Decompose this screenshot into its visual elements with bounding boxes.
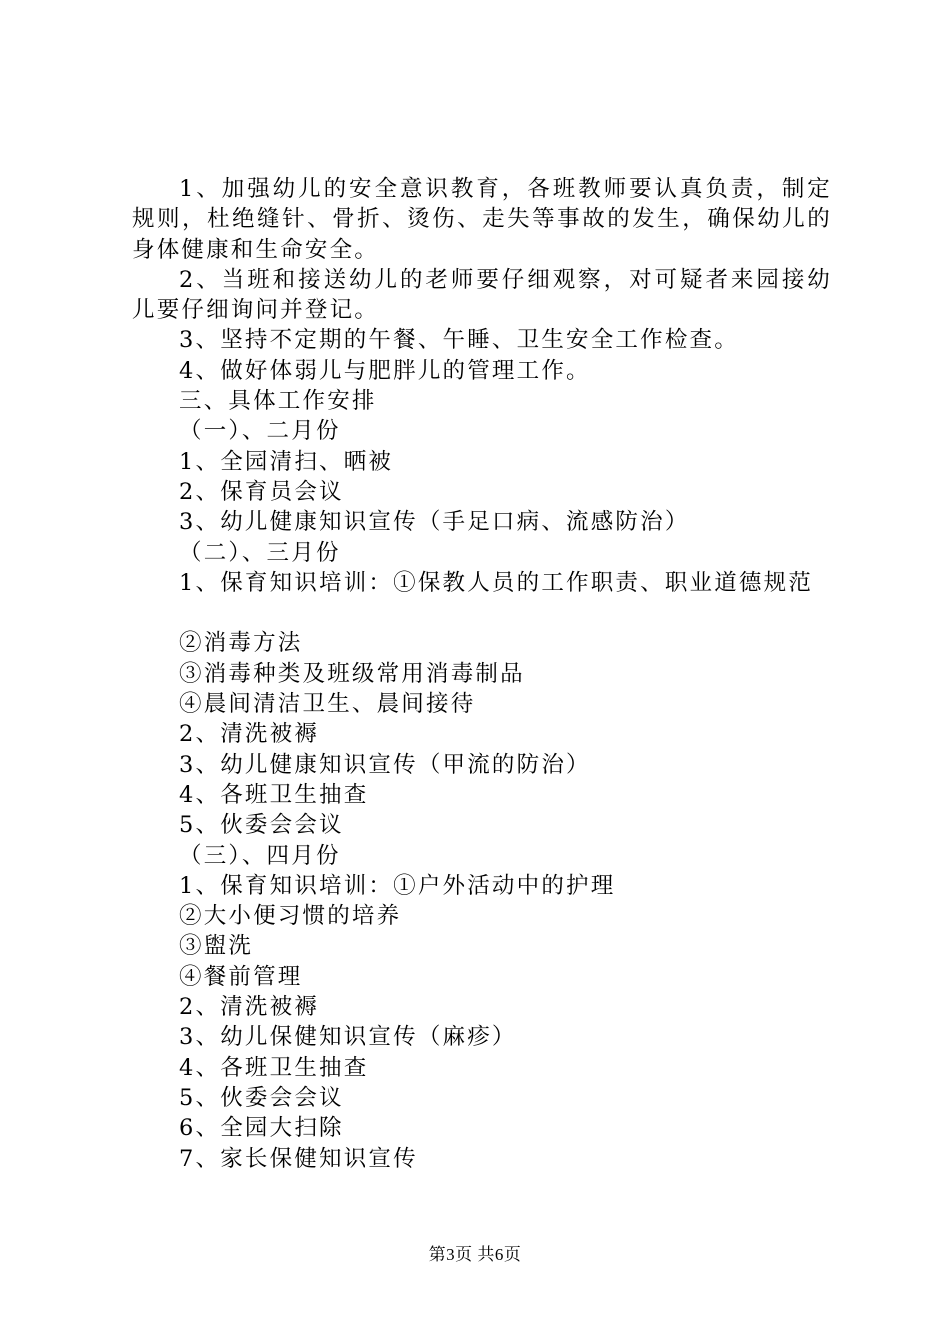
list-item: ②大小便习惯的培养: [179, 903, 402, 930]
paragraph-safety-education: 1、加强幼儿的安全意识教育，各班教师要认真负责，制定规则，杜绝缝针、骨折、烫伤、走失等事故的发生，确保幼儿的身体健康和生命安全。: [132, 176, 832, 263]
paragraph-pickup-observation: 2、当班和接送幼儿的老师要仔细观察，对可疑者来园接幼儿要仔细询问并登记。: [132, 266, 832, 324]
item-weak-obese-management: 4、做好体弱儿与肥胖儿的管理工作。: [179, 357, 591, 384]
list-item: 5、伙委会会议: [179, 1084, 344, 1111]
month-heading-february: （一）、二月份: [179, 418, 341, 445]
list-item: 1、保育知识培训：①保教人员的工作职责、职业道德规范: [179, 569, 814, 596]
document-body: [132, 174, 832, 1174]
list-item: 1、全园清扫、晒被: [179, 448, 394, 475]
list-item: 5、伙委会会议: [179, 812, 344, 839]
list-item: 6、全园大扫除: [179, 1115, 344, 1142]
page-footer: 第3页 共6页: [428, 1245, 522, 1264]
section-heading-work-plan: 三、具体工作安排: [179, 388, 377, 415]
list-item: ④餐前管理: [179, 963, 303, 990]
list-item: ④晨间清洁卫生、晨间接待: [179, 691, 476, 718]
list-item: 4、各班卫生抽查: [179, 1054, 369, 1081]
item-lunch-nap-inspection: 3、坚持不定期的午餐、午睡、卫生安全工作检查。: [179, 327, 739, 354]
list-item: ③盥洗: [179, 933, 254, 960]
list-item: 7、家长保健知识宣传: [179, 1145, 418, 1172]
list-item: 2、保育员会议: [179, 478, 344, 505]
list-item: ③消毒种类及班级常用消毒制品: [179, 660, 525, 687]
list-item: 2、清洗被褥: [179, 994, 320, 1021]
list-item: 3、幼儿健康知识宣传（甲流的防治）: [179, 751, 591, 778]
list-item: 3、幼儿保健知识宣传（麻疹）: [179, 1024, 517, 1051]
list-item: 4、各班卫生抽查: [179, 781, 369, 808]
list-item: 2、清洗被褥: [179, 721, 320, 748]
month-heading-april: （三）、四月份: [179, 842, 341, 869]
list-item: 3、幼儿健康知识宣传（手足口病、流感防治）: [179, 509, 690, 536]
month-heading-march: （二）、三月份: [179, 539, 341, 566]
list-item: ②消毒方法: [179, 630, 303, 657]
list-item: 1、保育知识培训：①户外活动中的护理: [179, 872, 616, 899]
